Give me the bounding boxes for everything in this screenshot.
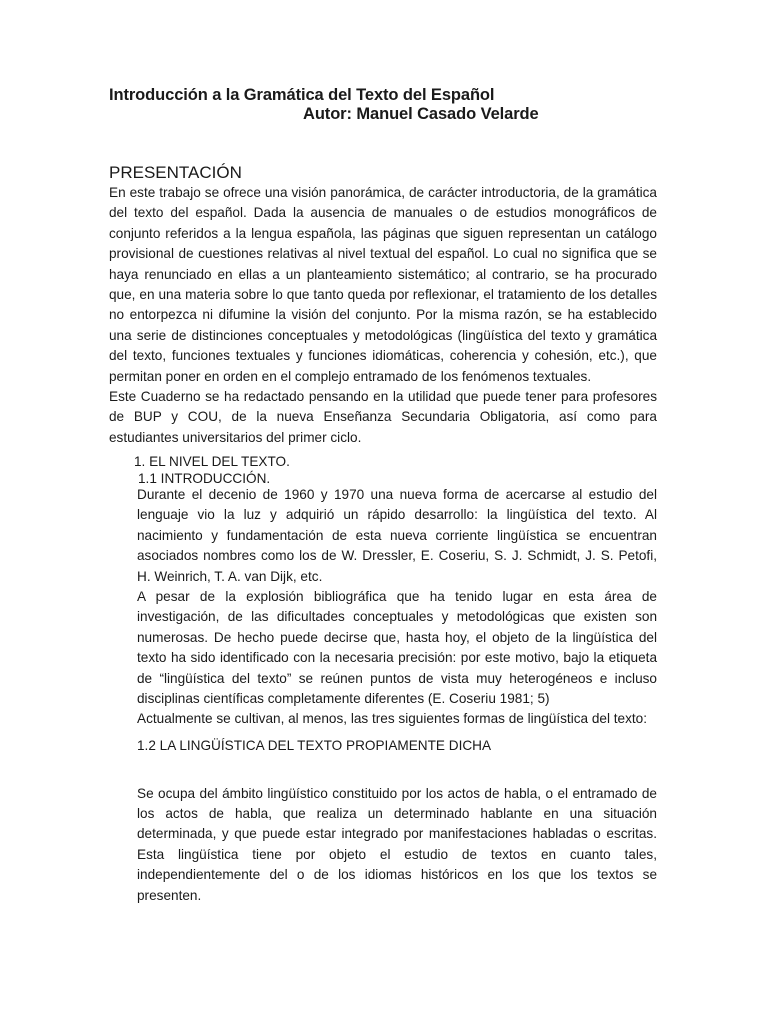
section-1-2-paragraph-1: Se ocupa del ámbito lingüístico constituido por los actos de habla, o el entramado de los actos de habla, que realiza un determinado hablante en una situación determinada, y que puede estar integrado por manifestaciones habladas o escritas. Esta lingüística tiene por objeto el estudio de textos en cuanto tales, independientemente del o de los idiomas históricos en los que los textos se presenten. — [137, 785, 657, 903]
section-1-1-paragraph-3: Actualmente se cultivan, al menos, las tres siguientes formas de lingüística del texto: — [137, 711, 648, 727]
section-1-title: 1. EL NIVEL DEL TEXTO. — [134, 454, 290, 469]
section-1-1-title: 1.1 INTRODUCCIÓN. — [138, 471, 271, 486]
section-1-1-body — [137, 485, 657, 730]
section-1-2-title: 1.2 LA LINGÜÍSTICA DEL TEXTO PROPIAMENTE DICHA — [137, 738, 492, 753]
presentation-section — [109, 183, 657, 448]
presentation-paragraph-2: Este Cuaderno se ha redactado pensando en la utilidad que puede tener para profesores de BUP y COU, de la nueva Enseñanza Secundaria Obligatoria, así como para estudiantes universitarios del primer ciclo. — [109, 389, 657, 445]
section-1-1-paragraph-1: Durante el decenio de 1960 y 1970 una nueva forma de acercarse al estudio del lenguaje vio la luz y adquirió un rápido desarrollo: la lingüística del texto. Al nacimiento y fundamentación de esta nueva corriente lingüística se encuentran asociados nombres como los de W. Dressler, E. Coseriu, S. J. Schmidt, J. S. Petofi, H. Weinrich, T. A. van Dijk, etc. — [137, 487, 657, 584]
section-1-2-body — [137, 770, 657, 920]
document-author: Autor: Manuel Casado Velarde — [303, 105, 539, 123]
section-1-1-paragraph-2: A pesar de la explosión bibliográfica que ha tenido lugar en esta área de investigación, de las dificultades conceptuales y metodológicas que existen son numerosas. De hecho puede decirse que, hasta hoy, el objeto de la lingüística del texto ha sido identificado con la necesaria precisión: por este motivo, bajo la etiqueta de “lingüística del texto” se reúnen puntos de vista muy heterogéneos e incluso disciplinas científicas completamente diferentes (E. Coseriu 1981; 5) — [137, 589, 657, 707]
document-title: Introducción a la Gramática del Texto del Español — [109, 86, 495, 104]
presentation-heading: PRESENTACIÓN — [109, 163, 242, 182]
presentation-paragraph-1: En este trabajo se ofrece una visión panorámica, de carácter introductoria, de la gramática del texto del español. Dada la ausencia de manuales o de estudios monográficos de conjunto referidos a la lengua española, las páginas que siguen representan un catálogo provisional de cuestiones relativas al nivel textual del español. Lo cual no significa que se haya renunciado en ellas a un planteamiento sistemático; al contrario, se ha procurado que, en una materia sobre lo que tanto queda por reflexionar, el tratamiento de los detalles no entorpezca ni difumine la visión del conjunto. Por la misma razón, se ha establecido una serie de distinciones conceptuales y metodológicas (lingüística del texto y gramática del texto, funciones textuales y funciones idiomáticas, coherencia y cohesión, etc.), que permitan poner en orden en el complejo entramado de los fenómenos textuales. — [109, 185, 657, 384]
